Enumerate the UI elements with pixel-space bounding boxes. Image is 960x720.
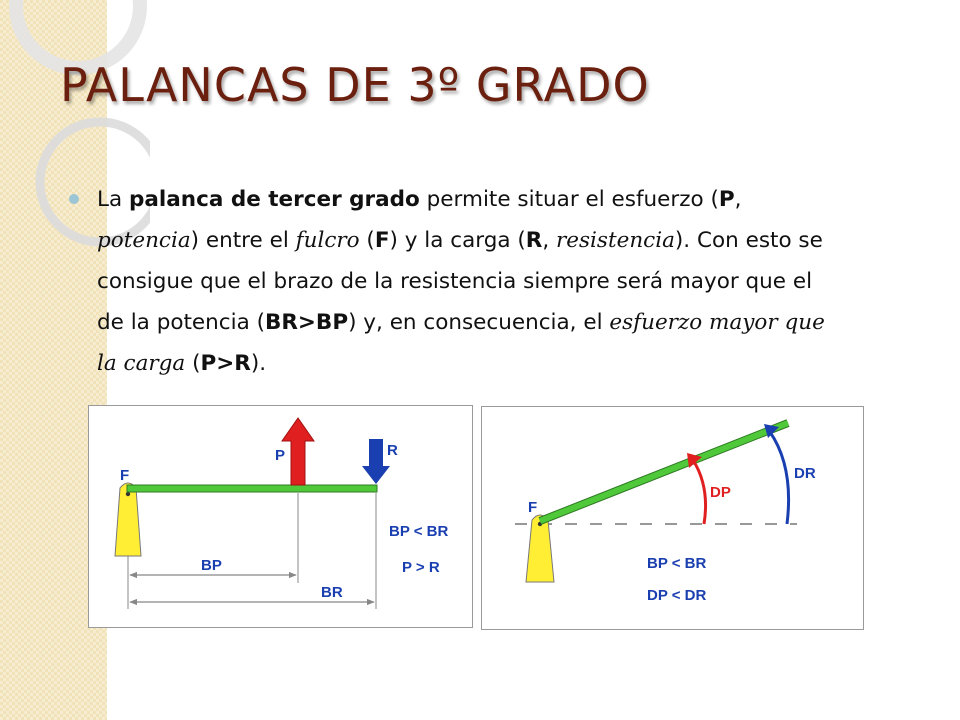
text-run: La xyxy=(97,187,129,212)
bold-run: F xyxy=(374,228,390,253)
text-run: , xyxy=(734,187,742,212)
text-run: ( xyxy=(185,351,201,376)
lever-diagram-horizontal xyxy=(88,405,473,628)
relation-p-r: P > R xyxy=(402,559,440,576)
bold-run: BR>BP xyxy=(264,310,349,335)
text-run: ) entre el xyxy=(190,228,296,253)
italic-run: resistencia xyxy=(556,228,675,253)
relation-bp-br: BP < BR xyxy=(389,523,449,540)
text-run: ) y la carga ( xyxy=(389,228,526,253)
text-run: , xyxy=(542,228,557,253)
lever-bar xyxy=(127,485,377,492)
br-label: BR xyxy=(321,584,343,601)
dp-label: DP xyxy=(710,484,731,501)
bold-run: P xyxy=(718,187,735,212)
bold-run: R xyxy=(525,228,543,253)
text-run: ). Con esto se consigue que el brazo de la resistencia siempre será mayor que el de la potencia ( xyxy=(97,228,823,335)
text-run: ). xyxy=(250,351,267,376)
lever-diagram-inclined xyxy=(481,406,864,630)
dr-arc xyxy=(770,432,789,524)
fulcrum-label: F xyxy=(528,499,538,516)
text-run: ( xyxy=(359,228,375,253)
dr-label: DR xyxy=(794,465,816,482)
text-run: ) y, en consecuencia, el xyxy=(348,310,610,335)
dp-arc xyxy=(693,460,706,524)
bullet-icon xyxy=(69,194,79,204)
body-paragraph xyxy=(97,179,842,384)
italic-run: esfuerzo mayor que la carga xyxy=(97,310,825,376)
relation-bp-br: BP < BR xyxy=(647,555,707,572)
fulcrum-label: F xyxy=(120,467,130,484)
bold-run: P>R xyxy=(200,351,251,376)
force-r-arrow xyxy=(362,439,390,484)
text-run: permite situar el esfuerzo ( xyxy=(419,187,719,212)
bp-label: BP xyxy=(201,557,222,574)
italic-run: fulcro xyxy=(295,228,360,253)
slide-title: PALANCAS DE 3º GRADO xyxy=(60,58,650,112)
relation-dp-dr: DP < DR xyxy=(647,587,707,604)
bold-run: palanca de tercer grado xyxy=(129,187,420,212)
force-p-label: P xyxy=(275,447,286,464)
force-r-label: R xyxy=(387,442,398,459)
italic-run: potencia xyxy=(97,228,191,253)
force-p-arrow xyxy=(282,418,314,485)
lever-bar-fill xyxy=(540,423,788,521)
